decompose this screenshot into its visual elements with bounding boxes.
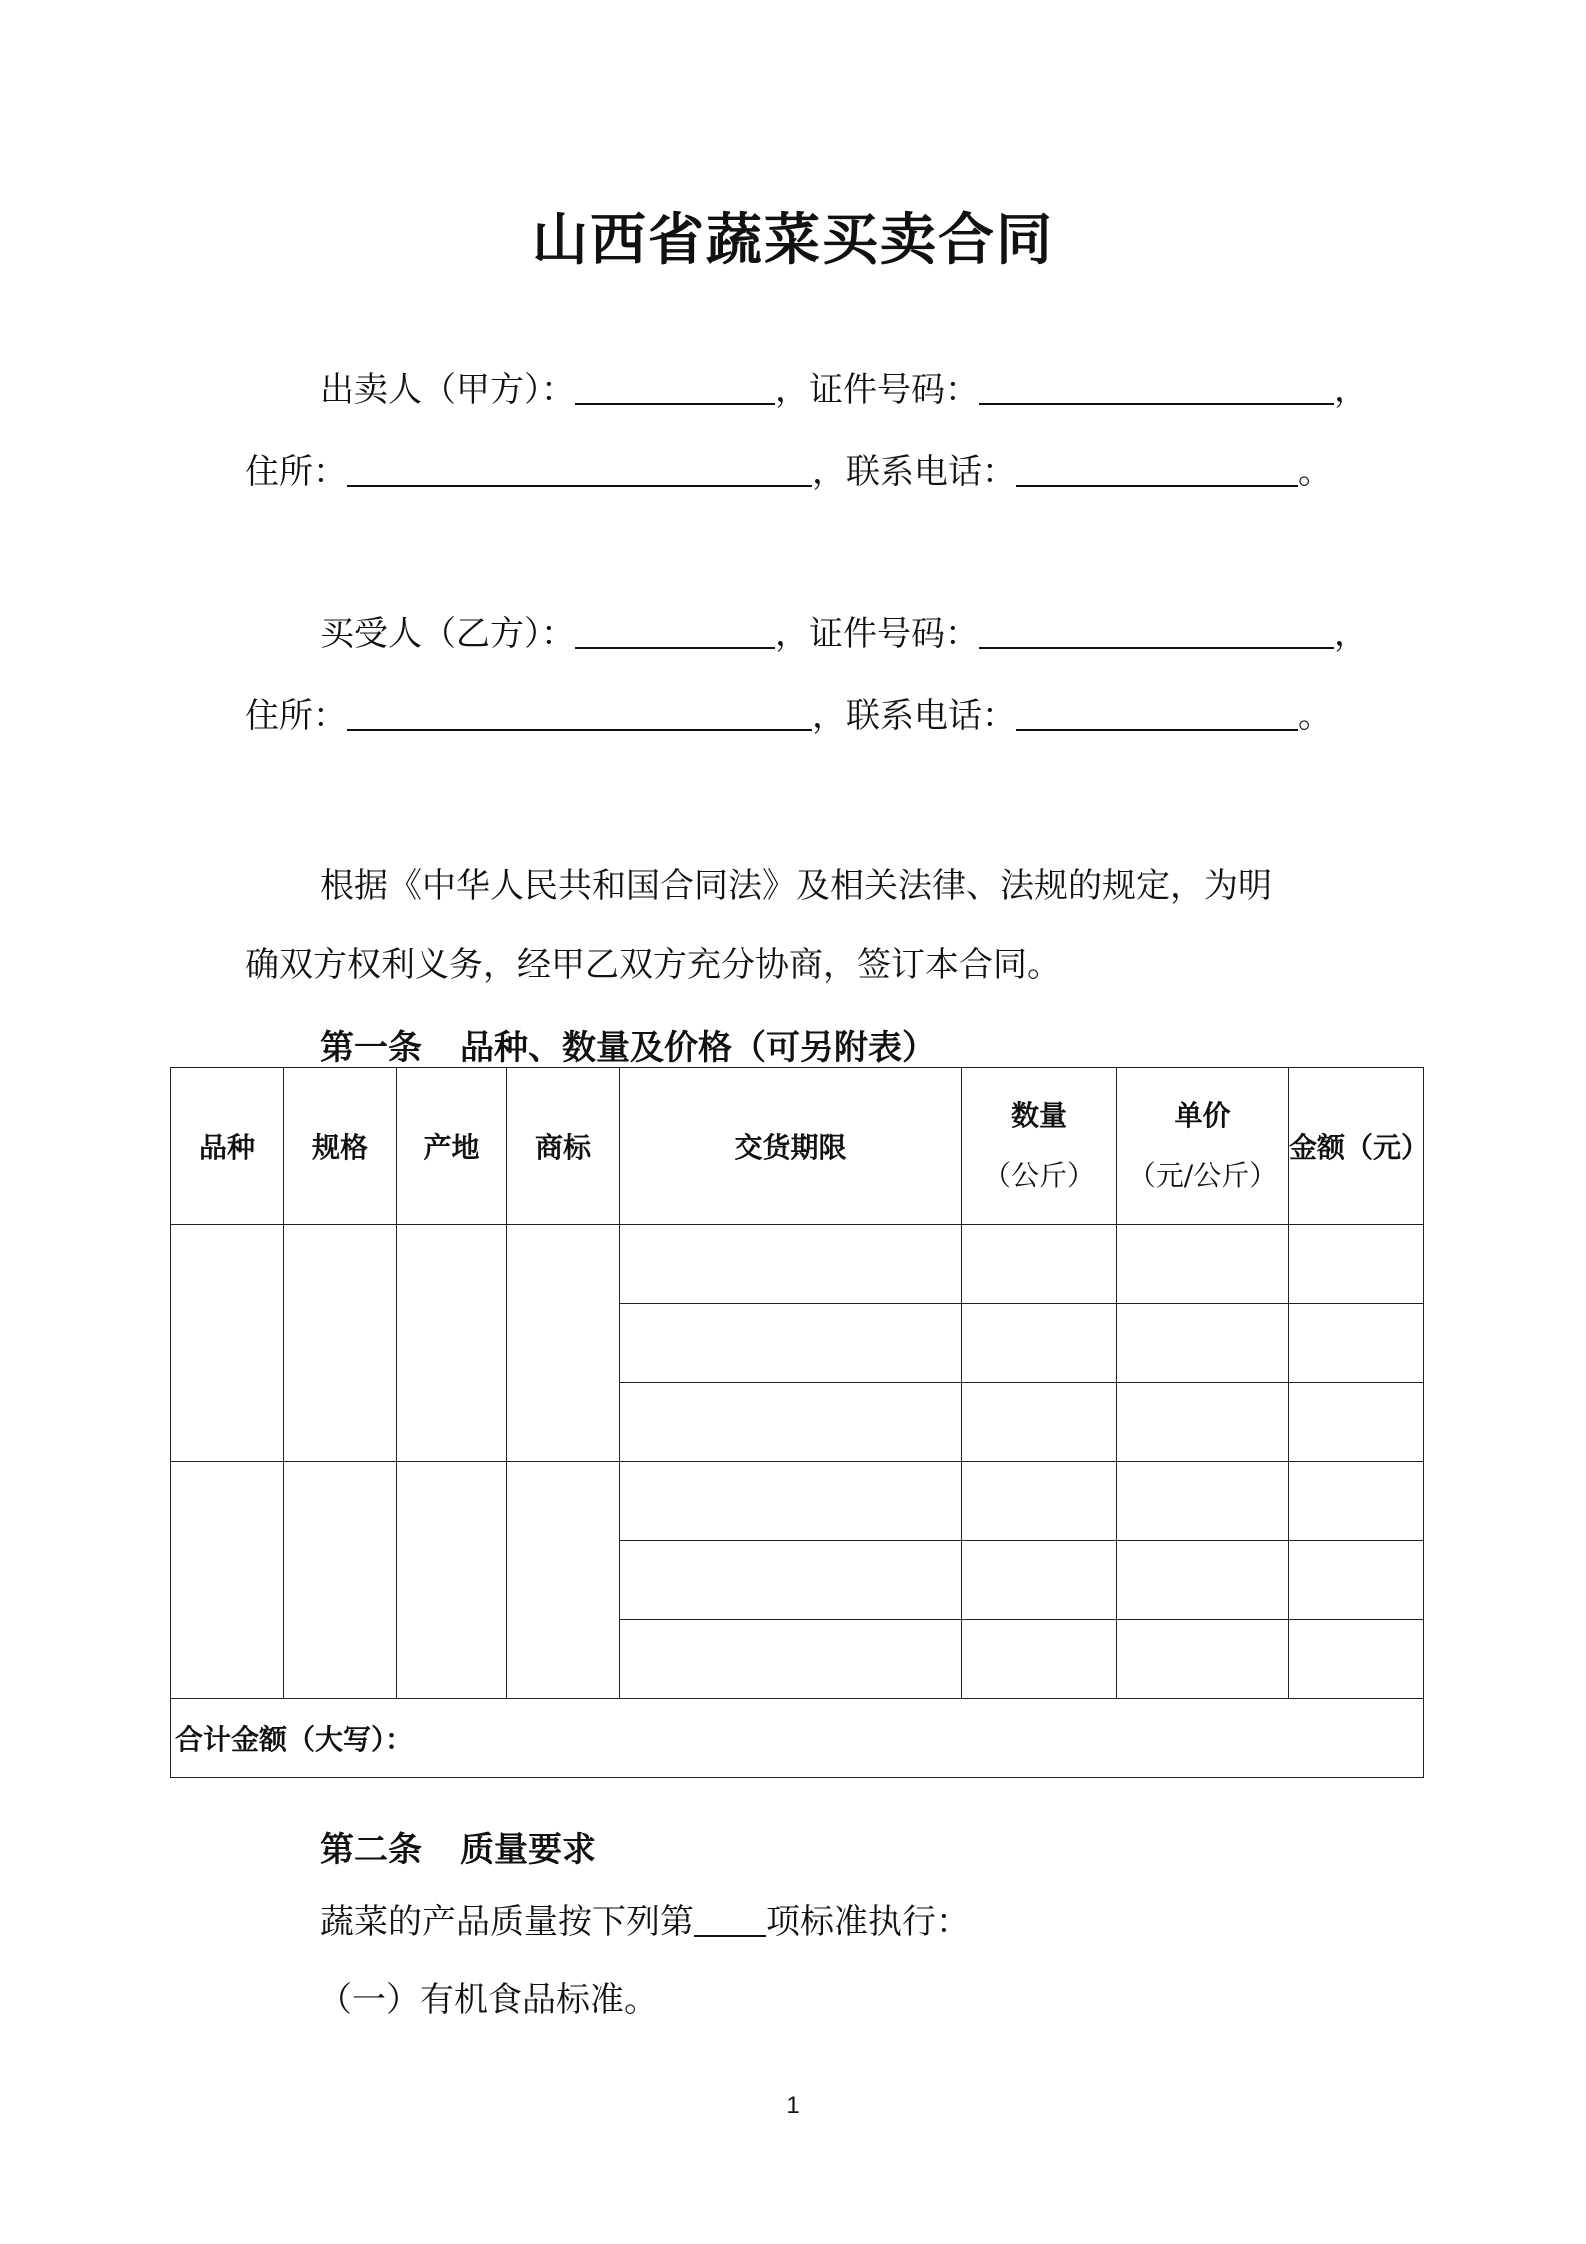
buyer-phone-label: ，联系电话： <box>812 696 1016 736</box>
header-price-unit: （元/公斤） <box>1127 1159 1278 1192</box>
table-header-row <box>171 1068 1424 1225</box>
seller-address-label: 住所： <box>245 452 347 492</box>
buyer-address-label: 住所： <box>245 696 347 736</box>
header-quantity <box>962 1068 1117 1225</box>
cell-delivery[interactable] <box>620 1541 962 1620</box>
cell-spec[interactable] <box>284 1225 397 1462</box>
article-1-heading <box>320 1020 936 1069</box>
goods-table <box>170 1067 1430 1778</box>
total-amount-cell[interactable] <box>171 1699 1424 1778</box>
cell-price[interactable] <box>1117 1225 1289 1304</box>
buyer-line-1 <box>320 614 1368 654</box>
cell-quantity[interactable] <box>962 1304 1117 1383</box>
quality-before-blank: 蔬菜的产品质量按下列第 <box>320 1902 694 1942</box>
cell-quantity[interactable] <box>962 1541 1117 1620</box>
header-quantity-label: 数量 <box>1010 1099 1067 1132</box>
header-variety: 品种 <box>171 1068 284 1225</box>
article-1-title: 品种、数量及价格（可另附表） <box>460 1028 936 1068</box>
header-brand: 商标 <box>507 1068 620 1225</box>
buyer-id-label: ，证件号码： <box>775 614 979 654</box>
buyer-end-period: 。 <box>1298 696 1332 736</box>
cell-brand[interactable] <box>507 1225 620 1462</box>
cell-amount[interactable] <box>1289 1304 1424 1383</box>
quality-after-blank: 项标准执行： <box>766 1902 970 1942</box>
header-quantity-unit: （公斤） <box>982 1159 1095 1192</box>
quality-standard-blank[interactable] <box>694 1903 766 1937</box>
cell-price[interactable] <box>1117 1383 1289 1462</box>
quality-standard-line <box>320 1902 970 1942</box>
buyer-end-comma: ， <box>1334 614 1368 654</box>
header-delivery: 交货期限 <box>620 1068 962 1225</box>
preamble-line-1: 根据《中华人民共和国合同法》及相关法律、法规的规定，为明 <box>320 866 1272 906</box>
cell-amount[interactable] <box>1289 1225 1424 1304</box>
seller-phone-label: ，联系电话： <box>812 452 1016 492</box>
buyer-address-blank[interactable] <box>347 697 812 731</box>
article-2-heading <box>320 1822 596 1871</box>
header-price <box>1117 1068 1289 1225</box>
cell-quantity[interactable] <box>962 1620 1117 1699</box>
cell-price[interactable] <box>1117 1620 1289 1699</box>
cell-origin[interactable] <box>397 1462 507 1699</box>
header-spec: 规格 <box>284 1068 397 1225</box>
header-origin: 产地 <box>397 1068 507 1225</box>
buyer-id-blank[interactable] <box>979 615 1334 649</box>
article-2-number: 第二条 <box>320 1830 422 1870</box>
table-row <box>171 1225 1424 1304</box>
article-2-title: 质量要求 <box>460 1830 596 1870</box>
cell-price[interactable] <box>1117 1541 1289 1620</box>
article-1-number: 第一条 <box>320 1028 422 1068</box>
cell-delivery[interactable] <box>620 1462 962 1541</box>
seller-line-1 <box>320 370 1368 410</box>
cell-delivery[interactable] <box>620 1304 962 1383</box>
seller-id-label: ，证件号码： <box>775 370 979 410</box>
header-price-label: 单价 <box>1174 1099 1231 1132</box>
total-amount-label: 合计金额（大写）： <box>175 1723 414 1756</box>
page-number: 1 <box>786 2092 800 2119</box>
cell-quantity[interactable] <box>962 1462 1117 1541</box>
cell-quantity[interactable] <box>962 1225 1117 1304</box>
buyer-name-blank[interactable] <box>575 615 775 649</box>
seller-end-period: 。 <box>1298 452 1332 492</box>
buyer-line-2 <box>245 696 1332 736</box>
cell-amount[interactable] <box>1289 1383 1424 1462</box>
seller-address-blank[interactable] <box>347 453 812 487</box>
cell-delivery[interactable] <box>620 1225 962 1304</box>
cell-brand[interactable] <box>507 1462 620 1699</box>
cell-price[interactable] <box>1117 1304 1289 1383</box>
seller-label: 出卖人（甲方）： <box>320 370 575 410</box>
document-title: 山西省蔬菜买卖合同 <box>532 207 1054 273</box>
buyer-label: 买受人（乙方）： <box>320 614 575 654</box>
preamble-line-2: 确双方权利义务，经甲乙双方充分协商，签订本合同。 <box>245 945 1061 985</box>
seller-end-comma: ， <box>1334 370 1368 410</box>
cell-quantity[interactable] <box>962 1383 1117 1462</box>
cell-spec[interactable] <box>284 1462 397 1699</box>
cell-delivery[interactable] <box>620 1620 962 1699</box>
buyer-phone-blank[interactable] <box>1016 697 1298 731</box>
cell-amount[interactable] <box>1289 1541 1424 1620</box>
seller-line-2 <box>245 452 1332 492</box>
seller-name-blank[interactable] <box>575 371 775 405</box>
cell-price[interactable] <box>1117 1462 1289 1541</box>
header-amount: 金额（元） <box>1289 1068 1424 1225</box>
table-row <box>171 1462 1424 1541</box>
quality-item-1: （一）有机食品标准。 <box>318 1980 658 2020</box>
cell-amount[interactable] <box>1289 1620 1424 1699</box>
cell-amount[interactable] <box>1289 1462 1424 1541</box>
cell-delivery[interactable] <box>620 1383 962 1462</box>
cell-variety[interactable] <box>171 1462 284 1699</box>
cell-variety[interactable] <box>171 1225 284 1462</box>
total-row <box>171 1699 1424 1778</box>
seller-phone-blank[interactable] <box>1016 453 1298 487</box>
seller-id-blank[interactable] <box>979 371 1334 405</box>
cell-origin[interactable] <box>397 1225 507 1462</box>
